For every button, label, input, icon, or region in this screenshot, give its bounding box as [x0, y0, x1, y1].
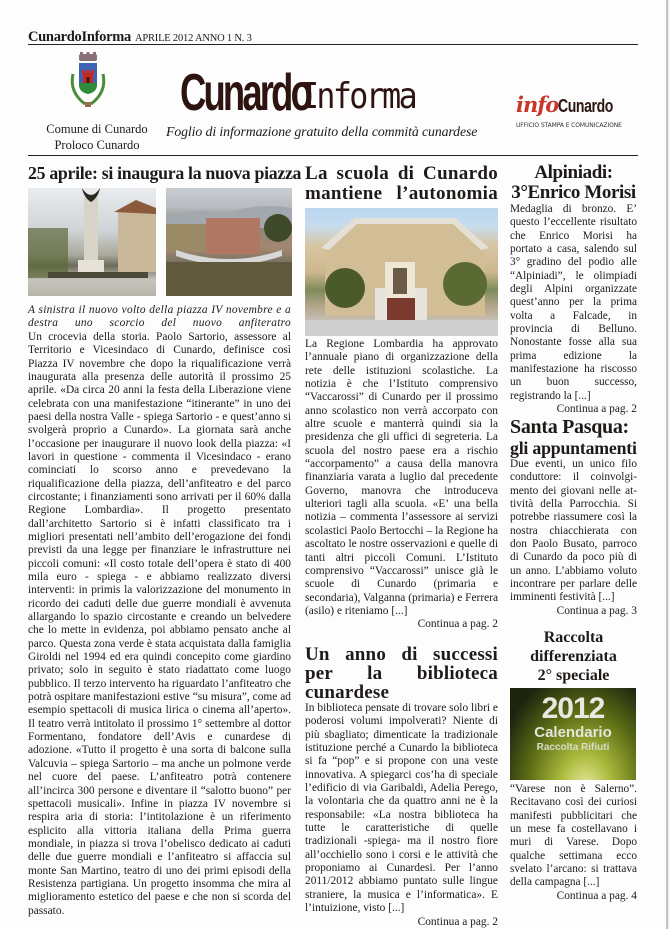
- running-header-issue: APRILE 2012 ANNO 1 N. 3: [134, 33, 252, 44]
- article-title-line: gli appuntamenti: [510, 438, 637, 458]
- comune-label: [32, 121, 162, 153]
- proloco-line: Proloco Cunardo: [54, 138, 140, 152]
- article-biblioteca: [305, 645, 498, 929]
- calendar-year: 2012: [541, 692, 605, 725]
- article-body: La Regione Lombardia ha approvato l’annuale piano di organizzazione della rete delle istituzioni scolastiche. La notizia è che l’Istituto comprensivo “Vaccarossi” di Cunardo per il prossimo anno scolastico non verrà accorpato con altre scuole e manterrà quindi sia la presidenza che gli uffici di segreteria. La scuola del nostro paese era a rischio “accorpamento” a causa della manovra finanziaria varata a luglio dal precedente Governo, manovra che introduceva ulteriori tagli alla scuola. «E’ una bella notizia – commenta l’assessore ai servizi scolastici Paolo Bertocchi – la Regione ha ascoltato le nostre osservazioni e quelle di tanti altri piccoli Comuni. L’Istituto comprensivo “Vaccarossi” unisce già le scuole di Cunardo (primaria e secondaria), Valganna (primaria) e Ferrera (asilo) e riteniamo [...]: [305, 338, 499, 617]
- article-body: Medaglia di bronzo. E’ questo l’eccellente risultato che Enrico Morisi ha portato a casa, salendo sul 3° gradino del podio alle “Alpiniadi”, le olimpiadi degli Alpini organizzate quest’anno per la prima volta a Falcade, in provincia di Belluno. Nonostante fosse alla sua prima edizione la manifestazione ha riscosso un buon successo, registrando la [...]: [510, 203, 637, 402]
- photo-monument: [28, 188, 156, 296]
- monument-image: [28, 188, 156, 296]
- photo-caption: A sinistra il nuovo volto della piazza IV novembre e a destra uno scorcio del nuovo anfiteratro: [28, 304, 291, 330]
- coat-of-arms-icon: [67, 52, 109, 112]
- running-header: [28, 28, 638, 45]
- article-title-line: 3°Enrico Morisi: [511, 182, 636, 203]
- continue-link[interactable]: Continua a pag. 2: [417, 915, 498, 928]
- continue-link[interactable]: Continua a pag. 2: [417, 618, 498, 631]
- article-body: Due eventi, un unico filo conduttore: il coinvolgi-mento dei giovani nelle at-tività della Parrocchia. Si potrebbe riassumere così la nostra chiacchierata con don Paolo Busato, parroco di Cunardo da poco più di un anno. L’abbiamo voluto incontrare per parlare delle imminenti festività [...]: [510, 458, 637, 604]
- info-logo-subtitle: UFFICIO STAMPA E COMUNICAZIONE: [516, 122, 622, 129]
- article-title-line: Raccolta: [543, 629, 604, 646]
- article-title-line: Santa Pasqua:: [510, 416, 629, 438]
- calendar-subtitle: Raccolta Rifiuti: [536, 742, 610, 753]
- running-header-brand: CunardoInforma: [28, 29, 131, 45]
- info-logo-name: Cunardo: [558, 96, 614, 116]
- comune-line: Comune di Cunardo: [46, 122, 148, 136]
- school-image: [305, 208, 498, 336]
- article-pasqua: [510, 416, 637, 618]
- calendar-title: Calendario: [534, 724, 612, 741]
- newspaper-logo: [180, 64, 431, 122]
- info-cunardo-logo: [516, 92, 629, 117]
- photo-amphitheatre: [166, 188, 292, 296]
- logo-cunardo: Cunardo: [180, 64, 311, 122]
- logo-informa: Informa: [300, 76, 416, 117]
- article-title-line: 2° speciale: [537, 667, 610, 684]
- article-piazza: [28, 160, 302, 917]
- photo-school: [305, 208, 498, 336]
- article-title: Un anno di successi per la biblioteca cunardese: [305, 644, 498, 703]
- amphitheatre-image: [166, 188, 292, 296]
- article-alpiniadi: [510, 160, 637, 417]
- article-title: La scuola di Cunardo mantiene l’autonomia: [305, 163, 498, 204]
- article-raccolta: [510, 628, 637, 685]
- info-logo-script: info: [516, 92, 559, 117]
- photo-calendar: [510, 688, 636, 780]
- article-body: “Varese non è Salerno”. Recitavano così dei curiosi manifesti pubblicitari che un mese fa costellavano i muri di Varese. Dopo qualche settimana ecco svelato l’arcano: si trattava della campagna [...]: [510, 783, 637, 889]
- article-title-line: Alpiniadi:: [534, 162, 613, 183]
- tagline: Foglio di informazione gratuito della commità cunardese: [166, 124, 478, 139]
- continue-link[interactable]: Continua a pag. 4: [556, 889, 637, 902]
- continue-link[interactable]: Continua a pag. 2: [556, 403, 637, 416]
- article-scuola: [305, 160, 499, 928]
- continue-link[interactable]: Continua a pag. 3: [556, 604, 637, 617]
- article-body: In biblioteca pensate di trovare solo libri e poderosi volumi impolverati? Niente di più sbagliato; dimenticate la tradizionale istituzione perché a Cunardo la biblioteca si fa “pop” e si propone con una veste innovativa. A spiegarci cos’ha di speciale l’edificio di via Garibaldi, Adelia Perego, la volontaria che da quattro anni ne è la responsabile: «La nostra biblioteca ha tutte le caratteristiche di quelle tradizionali -spiega- ma il nostro fiore all’occhiello sono i corsi e le attività che proponiamo ai Cunardesi. Per l’anno 2011/2012 abbiamo puntato sulle lingue straniere, la musica e l’informatica». E l’intuizione, visto [...]: [305, 702, 498, 915]
- article-title: 25 aprile: si inaugura la nuova piazza: [28, 163, 302, 183]
- masthead-divider: [28, 155, 638, 156]
- article-title-line: differenziata: [530, 648, 617, 665]
- article-body: Un crocevia della storia. Paolo Sartorio, assessore al Territorio e Vicesindaco di Cunardo, definisce così Piazza IV novembre che dopo la riqualificazione verrà inaugurata alla presenza delle autorità il prossimo 25 aprile. «Da circa 20 anni la festa della Liberazione viene celebrata con una manifestazione “itinerante” in uno dei paesi della nostra Valle - spiega Sartorio - e quest’anno si svolgerà proprio a Cunardo». La giornata sarà anche l’occasione per inaugurare il nuovo look della piazza: «I lavori in questione - commenta il Vicesindaco - erano cominciati lo scorso anno e prevedevano la riqualificazione della piazza, dell’anfiteatro e del parco circostante; i finanziamenti sono arrivati per il 60% dalla Regione Lombardia». Il progetto presentato dall’architetto Sartorio si è infatti classificato tra i migliori presentati nell’ambito dell’erogazione dei fondi previsti da una legge per finanziare le infrastrutture nei piccoli comuni: «Il costo totale dell’opera è stato di 400 mila euro - spiega - e abbiamo realizzato diversi interventi: in primis la valorizzazione del monumento in ricordo dei caduti delle due guerre mondiali è avvenuta allargando lo spazio circostante e creando un belvedere che lo mette in evidenza, poi abbiamo pensato anche al parco. Questa zona verde è stata acquistata dalla famiglia Giroldi nel 1994 ed era quindi concepito come giardino privato; solo in seguito è stato riadattato come luogo pubblico. Il terzo intervento ha riguardato l’anfiteatro che potrà ospitare manifestazioni estive “su misura”, come ad esempio spettacoli di musica lirica o cinema all’aperto». Il teatro verrà intitolato il prossimo 1° settembre al dottor Formentano, fondatore dell’Avis e cunardese di adozione. «Tutto il progetto è una sorta di balcone sulla Valcuvia – spiega Sartorio – ma anche un polmone verde nel cuore del paese. L’anfiteatro potrà contenere all’incirca 300 persone e diventare il “salotto buono” per spettacoli musicali». Infine in piazza IV novembre si respira aria di storia: l’intitolazione è un riferimento esplicito alla vittoria italiana della Prima guerra mondiale, in piazza si trova l’obelisco dedicato ai caduti delle due guerre mondiali e l’anfiteatro si affaccia sul monte San Martino, teatro di uno dei primi episodi della Resistenza partigiana. Un progetto insomma che mira al miglioramento estetico del paese e che non si scorda del passato.: [28, 330, 291, 917]
